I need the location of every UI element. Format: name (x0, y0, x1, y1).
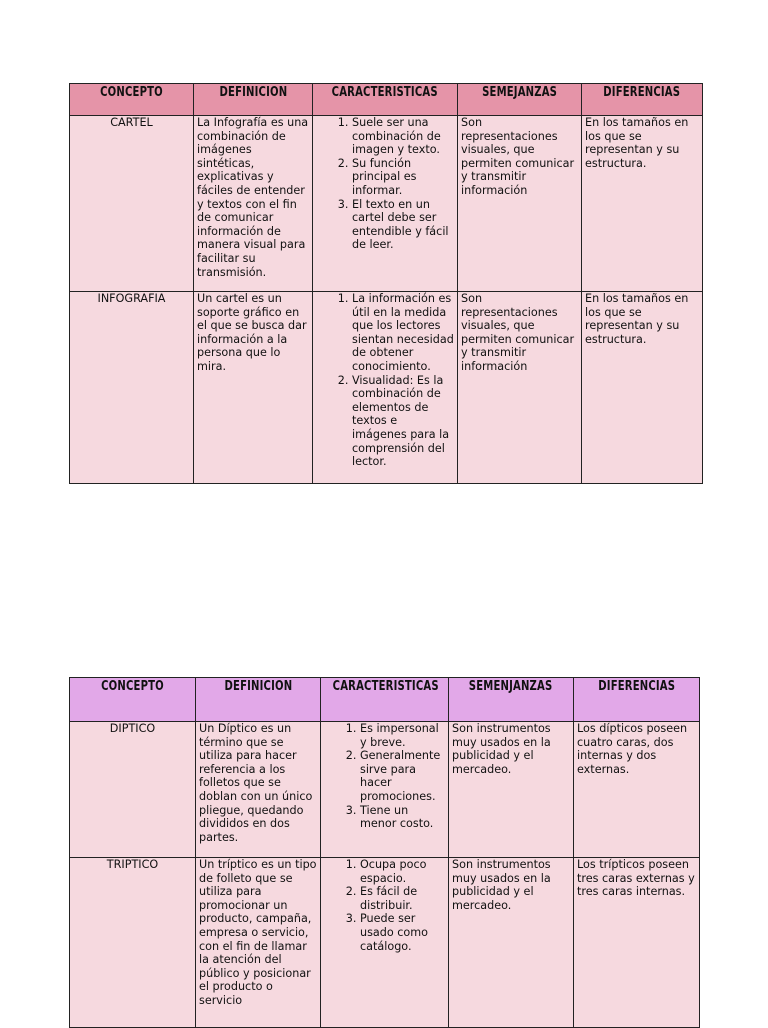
table-row (70, 722, 700, 858)
list-item: 1. Es impersonal y breve. (360, 722, 445, 749)
similarities-cell: Son instrumentos muy usados en la publicidad y el mercadeo. (449, 858, 574, 1028)
concept-cell: DIPTICO (70, 722, 196, 858)
differences-cell: En los tamaños en los que se representan y su estructura. (582, 292, 703, 484)
list-item: 3. Puede ser usado como catálogo. (360, 912, 445, 953)
concept-cell: INFOGRAFIA (70, 292, 194, 484)
list-item: 1. Suele ser una combinación de imagen y texto. (352, 116, 454, 157)
header-definicion: DEFINICION (194, 84, 313, 116)
header-caracteristicas: CARACTERISTICAS (321, 678, 449, 722)
definition-cell: Un tríptico es un tipo de folleto que se utiliza para promocionar un producto, campaña, empresa o servicio, con el fin de llamar la atención del público y posicionar el producto o servicio (196, 858, 321, 1028)
characteristics-cell (321, 858, 449, 1028)
header-semenjanzas: SEMENJANZAS (449, 678, 574, 722)
list-item: 3. Tiene un menor costo. (360, 804, 445, 831)
table-row (70, 116, 703, 292)
characteristics-cell (313, 292, 458, 484)
definition-cell: Un Díptico es un término que se utiliza para hacer referencia a los folletos que se doblan con un único pliegue, quedando divididos en dos partes. (196, 722, 321, 858)
similarities-cell: Son representaciones visuales, que permiten comunicar y transmitir información (458, 116, 582, 292)
header-diferencias: DIFERENCIAS (582, 84, 703, 116)
list-item: 1. Ocupa poco espacio. (360, 858, 445, 885)
header-concepto: CONCEPTO (70, 84, 194, 116)
similarities-cell: Son representaciones visuales, que permiten comunicar y transmitir información (458, 292, 582, 484)
header-concepto: CONCEPTO (70, 678, 196, 722)
header-semejanzas: SEMEJANZAS (458, 84, 582, 116)
list-item: 3. El texto en un cartel debe ser entendible y fácil de leer. (352, 198, 454, 252)
table-header-row (70, 678, 700, 722)
similarities-cell: Son instrumentos muy usados en la publicidad y el mercadeo. (449, 722, 574, 858)
characteristics-cell (313, 116, 458, 292)
table-header-row (70, 84, 703, 116)
list-item: 1. La información es útil en la medida que los lectores sientan necesidad de obtener conocimiento. (352, 292, 454, 374)
table-row (70, 292, 703, 484)
header-diferencias: DIFERENCIAS (574, 678, 700, 722)
definition-cell: Un cartel es un soporte gráfico en el que se busca dar información a la persona que lo mira. (194, 292, 313, 484)
comparison-table-diptico-triptico (69, 677, 700, 1028)
differences-cell: Los trípticos poseen tres caras externas y tres caras internas. (574, 858, 700, 1028)
table-row (70, 858, 700, 1028)
list-item: 2. Generalmente sirve para hacer promociones. (360, 749, 445, 803)
differences-cell: Los dípticos poseen cuatro caras, dos internas y dos externas. (574, 722, 700, 858)
comparison-table-cartel-infografia (69, 83, 703, 484)
list-item: 2. Su función principal es informar. (352, 157, 454, 198)
differences-cell: En los tamaños en los que se representan y su estructura. (582, 116, 703, 292)
header-caracteristicas: CARACTERISTICAS (313, 84, 458, 116)
list-item: 2. Visualidad: Es la combinación de elementos de textos e imágenes para la comprensión del lector. (352, 374, 454, 469)
characteristics-cell (321, 722, 449, 858)
definition-cell: La Infografía es una combinación de imágenes sintéticas, explicativas y fáciles de entender y textos con el fin de comunicar información de manera visual para facilitar su transmisión. (194, 116, 313, 292)
header-definicion: DEFINICION (196, 678, 321, 722)
concept-cell: CARTEL (70, 116, 194, 292)
concept-cell: TRIPTICO (70, 858, 196, 1028)
list-item: 2. Es fácil de distribuir. (360, 885, 445, 912)
